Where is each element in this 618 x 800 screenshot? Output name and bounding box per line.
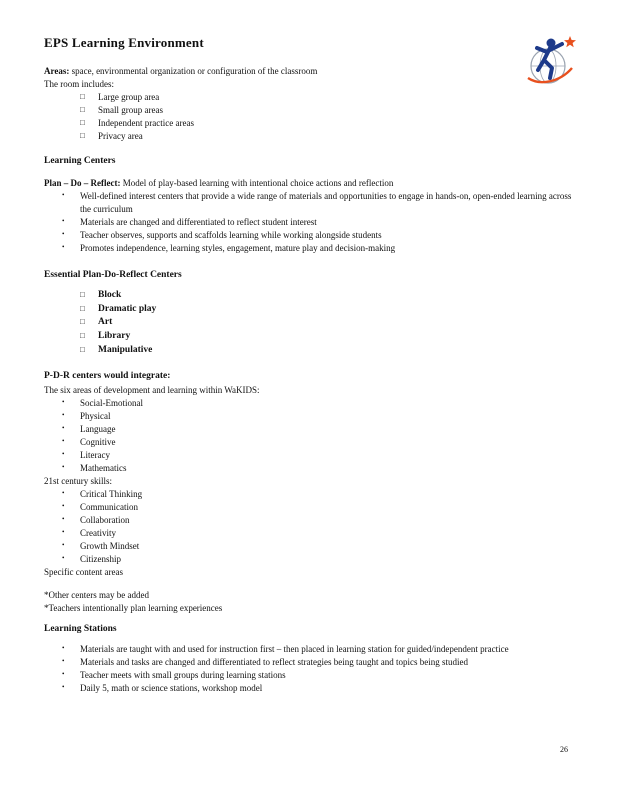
document-body [44, 34, 574, 695]
list-item: • Language [62, 423, 574, 436]
list-item: • Critical Thinking [62, 488, 574, 501]
page-title: EPS Learning Environment [44, 35, 204, 50]
areas-text: space, environmental organization or configuration of the classroom [71, 65, 318, 76]
learning-centers-heading: Learning Centers [44, 156, 116, 167]
list-item: □ Manipulative [80, 344, 574, 358]
pdr-line [44, 177, 574, 190]
pdr-label: Plan – Do – Reflect: [44, 177, 121, 188]
list-item: • Promotes independence, learning styles, engagement, mature play and decision-making [62, 242, 574, 255]
list-item: • Well-defined interest centers that provide a wide range of materials and opportunities to engage in hands-on, open-ended learning across the curriculum [62, 190, 574, 216]
essential-heading: Essential Plan-Do-Reflect Centers [44, 270, 182, 281]
content-line: Specific content areas [44, 567, 123, 578]
six-areas-list [44, 397, 574, 475]
list-item: □ Art [80, 316, 574, 330]
list-item: • Growth Mindset [62, 540, 574, 553]
page-number: 26 [560, 745, 568, 754]
skills-list [44, 488, 574, 566]
pdr-text: Model of play-based learning with intentional choice actions and reflection [122, 177, 394, 188]
list-item: • Cognitive [62, 436, 574, 449]
list-item: • Materials are taught with and used for instruction first – then placed in learning station for guided/independent practice [62, 643, 574, 656]
list-item: • Teacher observes, supports and scaffolds learning while working alongside students [62, 229, 574, 242]
list-item: □ Dramatic play [80, 303, 574, 317]
note-line: *Other centers may be added [44, 590, 149, 601]
room-line: The room includes: [44, 78, 114, 89]
list-item: □ Block [80, 289, 574, 303]
list-item: □ Privacy area [80, 130, 574, 143]
stations-heading: Learning Stations [44, 624, 117, 635]
areas-line [44, 65, 574, 78]
list-item: □ Small group areas [80, 104, 574, 117]
list-item: • Collaboration [62, 514, 574, 527]
areas-list [44, 91, 574, 143]
essential-list [44, 289, 574, 358]
list-item: • Materials are changed and differentiated to reflect student interest [62, 216, 574, 229]
skills-line: 21st century skills: [44, 475, 112, 486]
pdr-bullets [44, 190, 574, 255]
running-figure-globe-logo-icon [520, 30, 582, 92]
stations-bullets [44, 643, 574, 695]
list-item: • Citizenship [62, 553, 574, 566]
list-item: • Communication [62, 501, 574, 514]
list-item: • Daily 5, math or science stations, workshop model [62, 682, 574, 695]
list-item: • Mathematics [62, 462, 574, 475]
list-item: • Teacher meets with small groups during learning stations [62, 669, 574, 682]
integrate-heading: P-D-R centers would integrate: [44, 370, 171, 381]
list-item: • Literacy [62, 449, 574, 462]
list-item: • Social-Emotional [62, 397, 574, 410]
note-line: *Teachers intentionally plan learning experiences [44, 603, 223, 614]
areas-label: Areas: [44, 65, 70, 76]
list-item: □ Independent practice areas [80, 117, 574, 130]
list-item: • Creativity [62, 527, 574, 540]
list-item: □ Library [80, 330, 574, 344]
list-item: • Materials and tasks are changed and differentiated to reflect strategies being taught and topics being studied [62, 656, 574, 669]
list-item: □ Large group area [80, 91, 574, 104]
six-areas-line: The six areas of development and learning within WaKIDS: [44, 384, 260, 395]
list-item: • Physical [62, 410, 574, 423]
